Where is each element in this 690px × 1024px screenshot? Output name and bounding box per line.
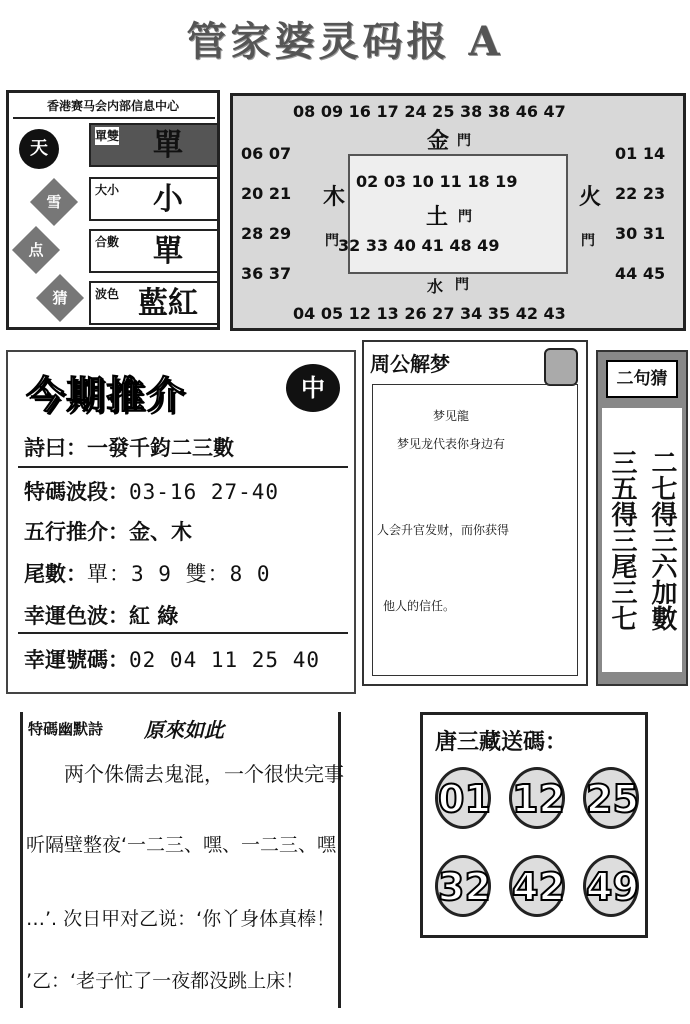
door-label: 門 — [581, 233, 595, 249]
left-numbers: 20 21 — [241, 184, 292, 203]
center-top-numbers: 02 03 10 11 18 19 — [356, 172, 518, 191]
wave-color-row — [89, 281, 219, 325]
number-ball: 42 — [509, 855, 565, 917]
row-value: 單 — [153, 234, 183, 269]
tang-title: 唐三藏送碼： — [435, 730, 568, 755]
page-title: 管家婆灵码报 A — [186, 18, 504, 65]
joke-line: …’. 次日甲对乙说：‘你丫身体真棒！ — [26, 908, 336, 930]
bottom-numbers: 04 05 12 13 26 27 34 35 42 43 — [293, 304, 566, 323]
joke-line: ’乙：‘老子忙了一夜都没跳上床！ — [26, 970, 305, 992]
odd-even-row — [89, 123, 219, 167]
joke-line: 两个侏儒去鬼混，一个很快完事 — [64, 762, 344, 786]
lucky-number-line: 幸運號碼：02 04 11 25 40 — [24, 648, 321, 672]
wave-band-line: 特碼波段：03-16 27-40 — [24, 480, 280, 504]
number-ball: 32 — [435, 855, 491, 917]
gold-element: 金 — [427, 128, 450, 154]
side-label: 猜 — [52, 289, 68, 307]
dream-title: 周公解梦 — [370, 352, 450, 376]
dream-line: 人会升官发财，而你获得 — [377, 523, 510, 537]
fire-element: 火 — [579, 184, 602, 210]
number-ball: 49 — [583, 855, 639, 917]
row-label: 合數 — [95, 235, 120, 249]
recommend-title: 今期推介 — [26, 372, 187, 417]
poem-line: 詩曰：一發千鈞二三數 — [24, 436, 234, 460]
verse-right-column: 二七得三六加數 — [642, 408, 682, 672]
left-numbers: 28 29 — [241, 224, 292, 243]
lucky-color-line: 幸運色波：紅 綠 — [24, 604, 179, 628]
joke-panel — [20, 712, 342, 1008]
door-label: 門 — [457, 133, 471, 149]
sky-circle-icon: 天 — [19, 129, 59, 169]
figure-icon — [544, 348, 578, 386]
number-ball: 25 — [583, 767, 639, 829]
dream-line: 梦见龙代表你身边有 — [397, 437, 506, 451]
sum-row — [89, 229, 219, 273]
verse-panel — [596, 350, 688, 686]
center-box — [338, 154, 568, 274]
number-ball: 01 — [435, 767, 491, 829]
verse-title: 二句猜 — [606, 360, 678, 398]
info-header: 香港赛马会内部信息中心 — [46, 99, 179, 113]
joke-title: 原來如此 — [144, 718, 224, 742]
five-elements-panel — [230, 93, 686, 331]
center-bottom-numbers: 32 33 40 41 48 49 — [338, 236, 500, 255]
row-value: 小 — [153, 182, 183, 217]
recommend-panel — [6, 350, 356, 694]
door-label: 門 — [455, 277, 469, 293]
side-label: 雪 — [46, 193, 62, 211]
tang-panel — [420, 712, 648, 938]
dream-heading: 梦见龍 — [433, 409, 470, 423]
dream-line: 他人的信任。 — [383, 599, 456, 613]
info-panel — [6, 90, 220, 330]
earth-element: 土 — [426, 204, 449, 230]
left-numbers: 06 07 — [241, 144, 292, 163]
dream-content — [372, 384, 578, 676]
door-label: 門 — [458, 209, 472, 225]
right-numbers: 22 23 — [615, 184, 666, 203]
joke-line: 听隔壁整夜‘一二三、嘿、一二三、嘿 — [26, 834, 337, 856]
row-value: 藍紅 — [138, 286, 198, 321]
side-label: 点 — [28, 241, 44, 259]
dream-panel — [362, 340, 588, 686]
row-value: 單 — [153, 128, 183, 163]
top-numbers: 08 09 16 17 24 25 38 38 46 47 — [293, 102, 566, 121]
joke-label: 特碼幽默詩 — [28, 720, 104, 738]
right-numbers: 01 14 — [615, 144, 666, 163]
row-label: 大小 — [95, 183, 120, 197]
wood-element: 木 — [323, 184, 346, 210]
right-numbers: 30 31 — [615, 224, 666, 243]
verse-left-column: 三五得三尾三七 — [602, 408, 642, 672]
water-element: 水 — [427, 277, 444, 296]
five-elements-line: 五行推介：金、木 — [24, 520, 192, 544]
number-ball: 12 — [509, 767, 565, 829]
left-numbers: 36 37 — [241, 264, 292, 283]
row-label: 波色 — [95, 287, 120, 301]
tail-number-line: 尾數：單：3 9 雙：8 0 — [24, 562, 271, 586]
door-label: 門 — [325, 233, 339, 249]
row-label: 單雙 — [95, 129, 120, 143]
logo-icon: 中 — [286, 364, 340, 412]
big-small-row — [89, 177, 219, 221]
right-numbers: 44 45 — [615, 264, 666, 283]
